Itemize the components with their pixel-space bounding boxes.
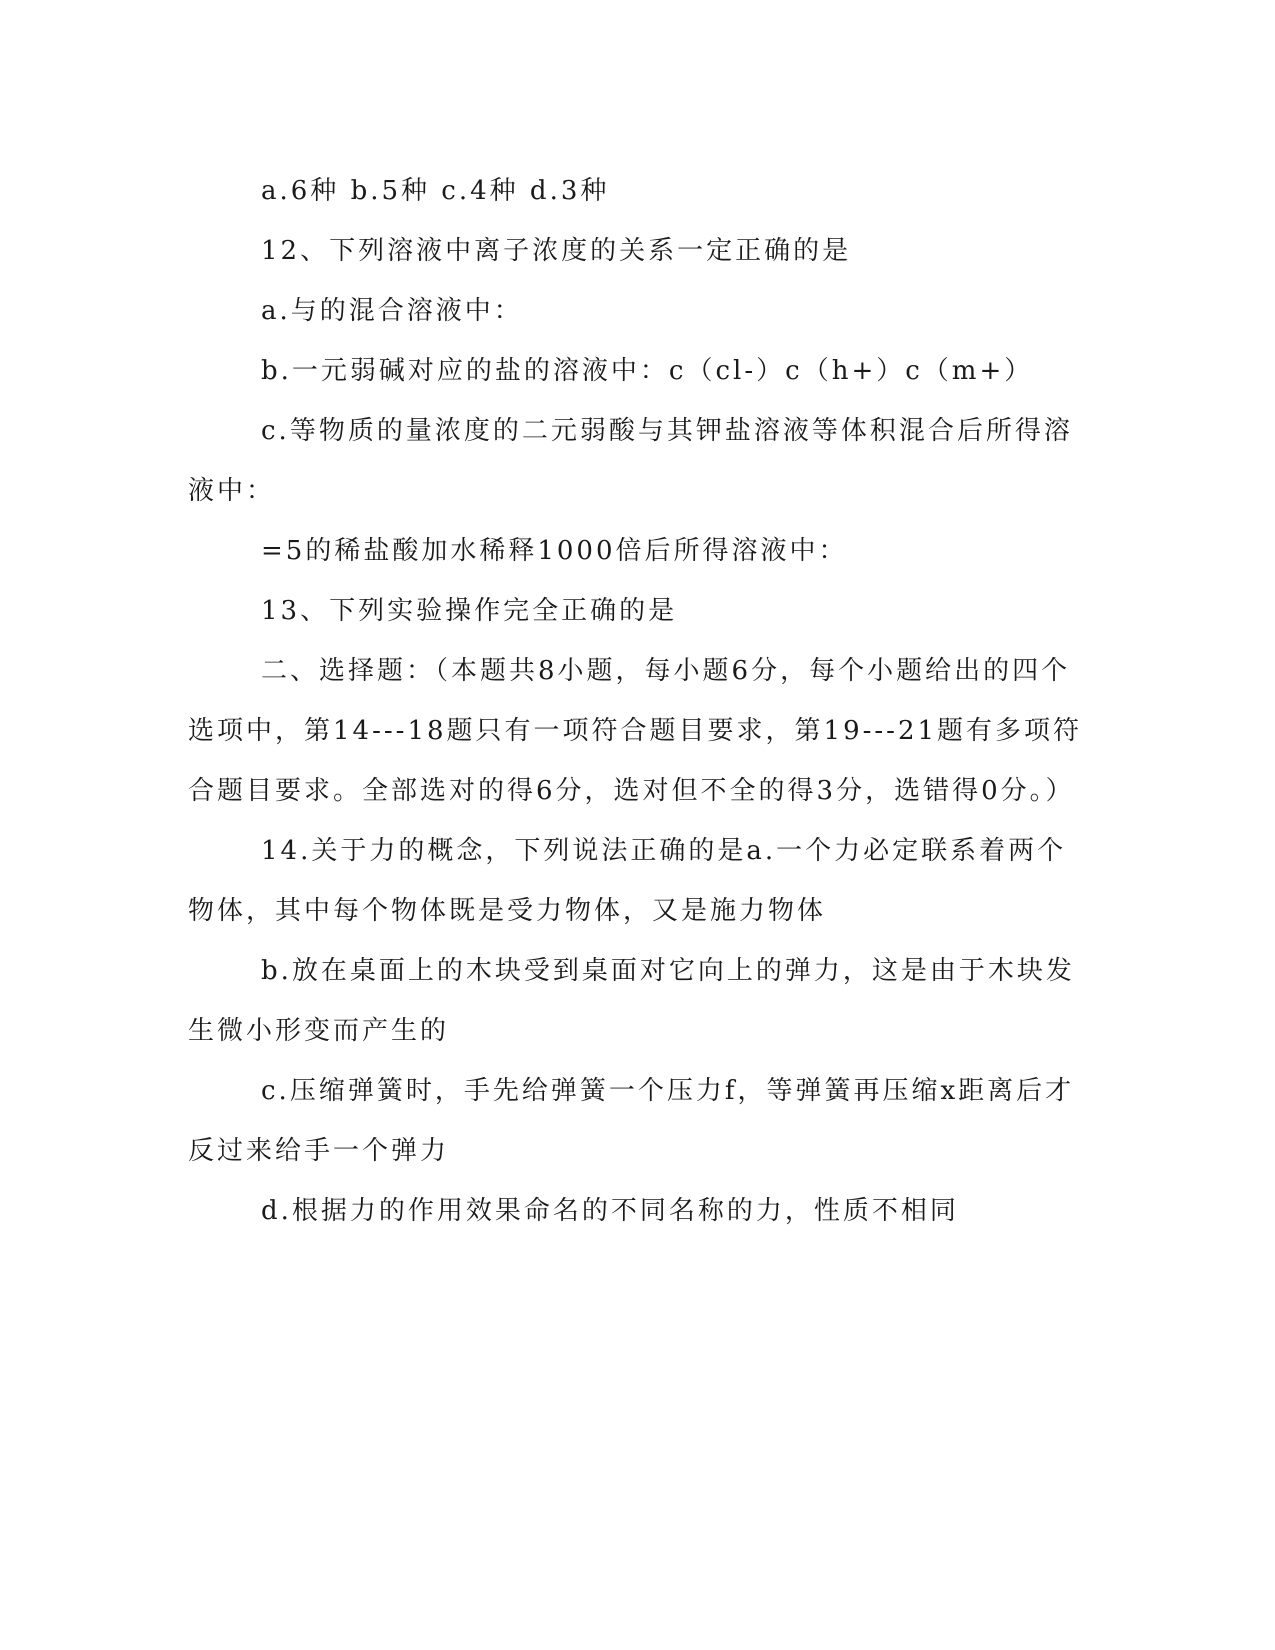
question-12-option-d: =5的稀盐酸加水稀释1000倍后所得溶液中： bbox=[261, 536, 848, 566]
question-14-option-b: b.放在桌面上的木块受到桌面对它向上的弹力，这是由于木块发生微小形变而产生的 bbox=[188, 956, 1075, 1046]
question-12-option-a: a.与的混合溶液中： bbox=[261, 296, 523, 326]
question-12-option-b: b.一元弱碱对应的盐的溶液中：c（cl-）c（h+）c（m+） bbox=[261, 356, 1034, 386]
document-body bbox=[188, 161, 1083, 1241]
section-2-instructions: 二、选择题：（本题共8小题，每小题6分，每个小题给出的四个选项中，第14---18题只有一项符合题目要求，第19---21题有多项符合题目要求。全部选对的得6分，选对但不全的得3分，选错得0分。） bbox=[188, 656, 1083, 806]
question-12: 12、下列溶液中离子浓度的关系一定正确的是 bbox=[261, 236, 852, 266]
question-12-option-c: c.等物质的量浓度的二元弱酸与其钾盐溶液等体积混合后所得溶液中： bbox=[188, 416, 1073, 506]
question-14-option-d: d.根据力的作用效果命名的不同名称的力，性质不相同 bbox=[261, 1196, 959, 1226]
question-13: 13、下列实验操作完全正确的是 bbox=[261, 596, 678, 626]
question-14: 14.关于力的概念，下列说法正确的是a.一个力必定联系着两个物体，其中每个物体既是受力物体，又是施力物体 bbox=[188, 836, 1067, 926]
option-line-q11: a.6种 b.5种 c.4种 d.3种 bbox=[261, 176, 610, 206]
question-14-option-c: c.压缩弹簧时，手先给弹簧一个压力f，等弹簧再压缩x距离后才反过来给手一个弹力 bbox=[188, 1076, 1075, 1166]
